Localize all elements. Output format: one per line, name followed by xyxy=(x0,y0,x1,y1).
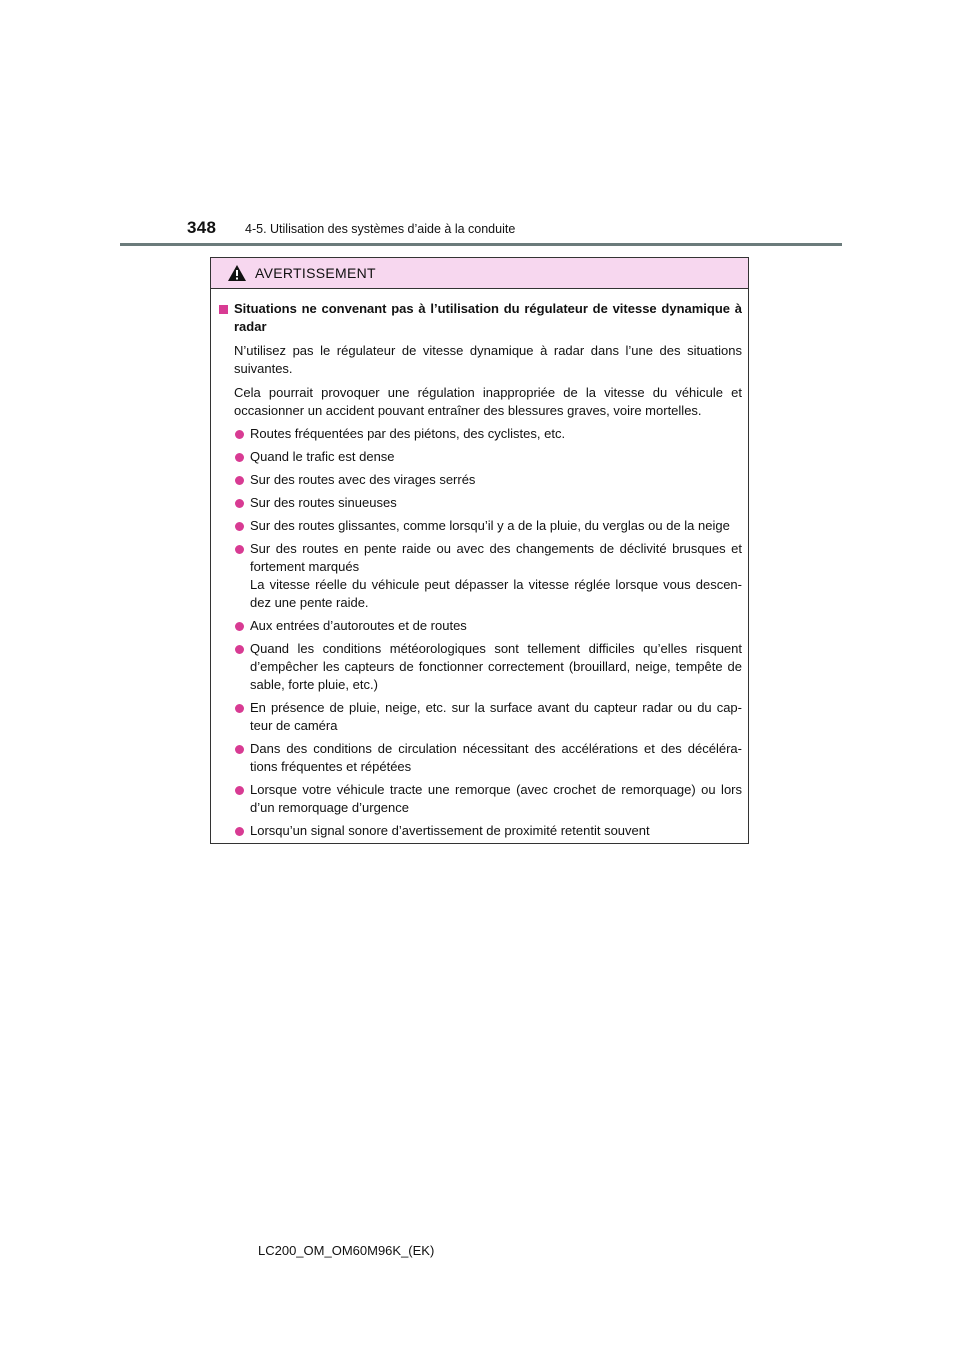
list-item xyxy=(219,617,742,635)
bullet-dot-icon xyxy=(235,786,244,795)
list-item xyxy=(219,781,742,817)
page-number: 348 xyxy=(187,218,217,237)
warning-heading xyxy=(219,300,742,336)
list-item xyxy=(219,822,742,840)
bullet-dot-icon xyxy=(235,545,244,554)
list-item xyxy=(219,740,742,776)
bullet-dot-icon xyxy=(235,745,244,754)
warning-box xyxy=(210,257,749,844)
warning-heading-text: Situations ne convenant pas à l’utilisation du régulateur de vitesse dynamique à radar xyxy=(234,301,742,334)
bullet-dot-icon xyxy=(235,476,244,485)
bullet-dot-icon xyxy=(235,430,244,439)
bullet-text xyxy=(250,471,742,489)
bullet-text xyxy=(250,540,742,612)
list-item xyxy=(219,517,742,535)
bullet-text xyxy=(250,740,742,776)
bullet-line: Lorsque votre véhicule tracte une remorque (avec crochet de remorquage) ou lors d’un remorquage d’urgence xyxy=(250,782,742,815)
bullet-text xyxy=(250,517,742,535)
bullet-line: Sur des routes glissantes, comme lorsqu’il y a de la pluie, du verglas ou de la neige xyxy=(250,518,730,533)
bullet-line: Dans des conditions de circulation nécessitant des accélérations et des décéléra-tions fréquentes et répétées xyxy=(250,741,742,774)
bullet-text xyxy=(250,781,742,817)
warning-triangle-icon xyxy=(227,264,247,282)
bullet-dot-icon xyxy=(235,499,244,508)
list-item xyxy=(219,699,742,735)
bullet-dot-icon xyxy=(235,704,244,713)
warning-body xyxy=(211,289,748,840)
list-item xyxy=(219,494,742,512)
square-bullet-icon xyxy=(219,305,228,314)
warning-header xyxy=(211,258,748,289)
header-rule xyxy=(120,243,842,246)
list-item xyxy=(219,471,742,489)
warning-title: AVERTISSEMENT xyxy=(255,265,376,281)
bullet-line: Quand le trafic est dense xyxy=(250,449,395,464)
bullet-line: Lorsqu’un signal sonore d’avertissement de proximité retentit souvent xyxy=(250,823,650,838)
warning-paragraph: Cela pourrait provoquer une régulation inappropriée de la vitesse du véhicule et occasionner un accident pouvant entraîner des blessures graves, voire mortelles. xyxy=(234,385,742,418)
bullet-line: En présence de pluie, neige, etc. sur la surface avant du capteur radar ou du cap-teur de caméra xyxy=(250,700,742,733)
bullet-line: Sur des routes avec des virages serrés xyxy=(250,472,476,487)
bullet-line: Aux entrées d’autoroutes et de routes xyxy=(250,618,467,633)
document-code: LC200_OM_OM60M96K_(EK) xyxy=(258,1243,435,1258)
bullet-dot-icon xyxy=(235,522,244,531)
section-title: 4-5. Utilisation des systèmes d’aide à la conduite xyxy=(245,222,516,236)
bullet-text xyxy=(250,494,742,512)
bullet-line: Sur des routes en pente raide ou avec des changements de déclivité brusques et fortement marqués xyxy=(250,541,742,574)
bullet-dot-icon xyxy=(235,645,244,654)
list-item xyxy=(219,448,742,466)
bullet-text xyxy=(250,699,742,735)
bullet-dot-icon xyxy=(235,827,244,836)
bullet-dot-icon xyxy=(235,453,244,462)
bullet-text xyxy=(250,822,742,840)
bullet-text xyxy=(250,640,742,694)
bullet-text xyxy=(250,617,742,635)
list-item xyxy=(219,425,742,443)
bullet-line: Quand les conditions météorologiques sont tellement difficiles qu’elles risquent d’empêcher les capteurs de fonctionner correctement (brouillard, neige, tempête de sable, forte pluie, etc.) xyxy=(250,641,742,692)
bullet-dot-icon xyxy=(235,622,244,631)
bullet-line: Routes fréquentées par des piétons, des cyclistes, etc. xyxy=(250,426,566,441)
warning-paragraph: N’utilisez pas le régulateur de vitesse dynamique à radar dans l’une des situations suivantes. xyxy=(234,343,742,376)
bullet-line: Sur des routes sinueuses xyxy=(250,495,397,510)
list-item xyxy=(219,640,742,694)
list-item xyxy=(219,540,742,612)
bullet-line: La vitesse réelle du véhicule peut dépasser la vitesse réglée lorsque vous descen-dez une pente raide. xyxy=(250,577,742,610)
bullet-text xyxy=(250,425,742,443)
bullet-text xyxy=(250,448,742,466)
bullet-list xyxy=(219,425,742,840)
